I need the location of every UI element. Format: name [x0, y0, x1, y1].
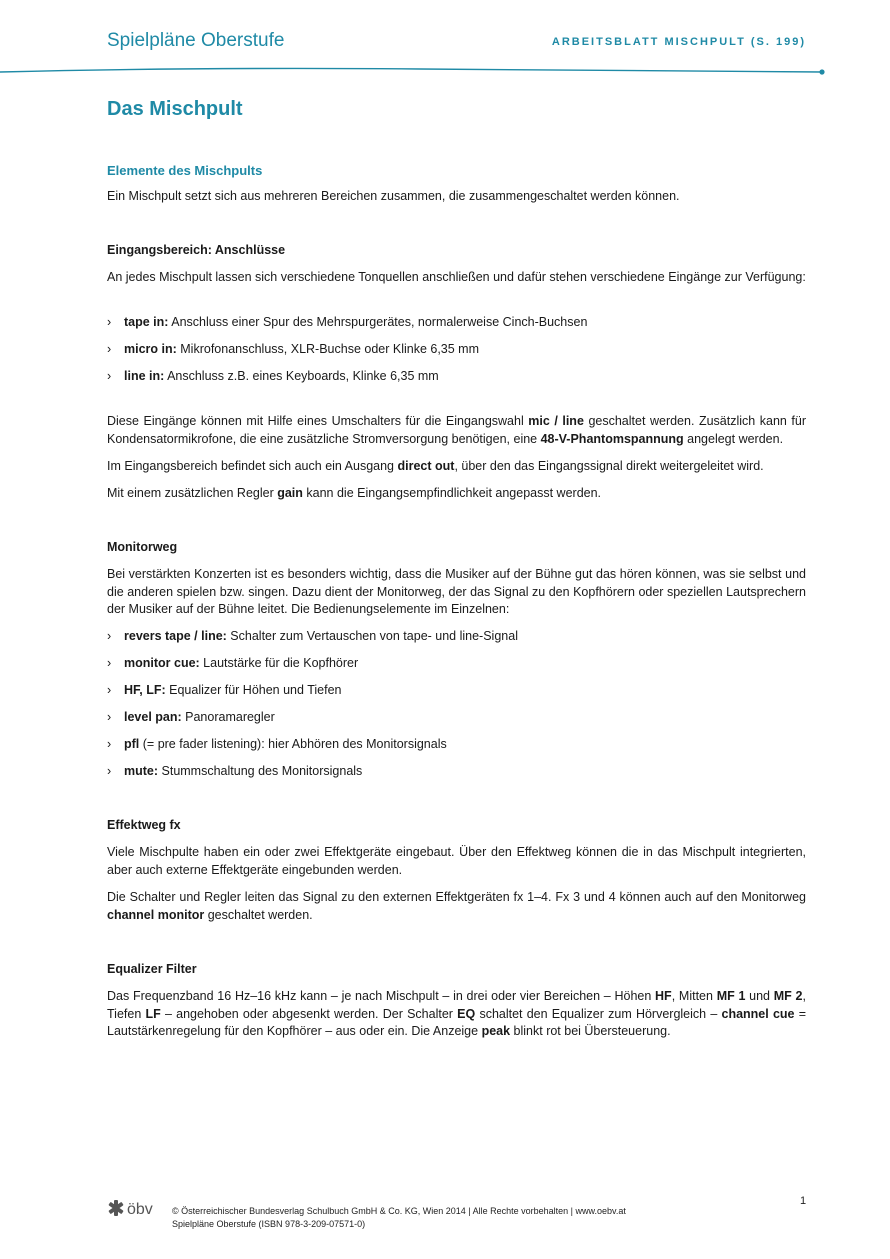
bullet-icon: ›: [107, 629, 112, 643]
item-text: Lautstärke für die Kopfhörer: [199, 656, 359, 670]
svg-text:öbv: öbv: [127, 1201, 153, 1218]
footer-line-2: Spielpläne Oberstufe (ISBN 978-3-209-07571-0): [172, 1219, 366, 1229]
page-title: Das Mischpult: [107, 98, 243, 120]
item-term: level pan:: [124, 710, 182, 724]
item-term: line in:: [124, 369, 165, 383]
subheading-effektweg: Effektweg fx: [107, 818, 181, 832]
equalizer-paragraph: Das Frequenzband 16 Hz–16 kHz kann – je nach Mischpult – in drei oder vier Bereichen – Höhen HF, Mitten MF 1 und MF 2, Tiefen LF – angehoben oder abgesenkt werden. Der Schalter EQ schaltet den Equalizer zum Hörvergleich – channel cue = Lautstärkenregelung für den Kopfhörer – aus oder ein. Die Anzeige peak blinkt rot bei Übersteuerung.: [107, 989, 807, 1038]
footer-copyright: [172, 1205, 626, 1231]
eingang-intro: An jedes Mischpult lassen sich verschiedene Tonquellen anschließen und dafür stehen verschiedene Eingänge zur Verfügung:: [107, 270, 806, 284]
bullet-icon: ›: [107, 683, 112, 697]
subheading-eingang: Eingangsbereich: Anschlüsse: [107, 243, 286, 257]
page-number: 1: [800, 1195, 807, 1207]
item-text: Equalizer für Höhen und Tiefen: [165, 683, 342, 697]
subheading-equalizer: Equalizer Filter: [107, 962, 197, 976]
monitor-intro: Bei verstärkten Konzerten ist es besonders wichtig, dass die Musiker auf der Bühne gut das hören können, was sie selbst und die anderen spielen bzw. singen. Dazu dient der Monitorweg, der das Signal zu den Kopfhörern oder speziellen Lautsprechern der Musiker auf der Bühne leitet. Die Bedienungselemente im Einzelnen:: [107, 567, 806, 616]
item-term: tape in:: [124, 315, 169, 329]
item-term: pfl: [124, 737, 140, 751]
section-title-elemente: Elemente des Mischpults: [107, 163, 263, 178]
header-title: Spielpläne Oberstufe: [107, 30, 285, 51]
item-text: Anschluss einer Spur des Mehrspurgerätes, normalerweise Cinch-Buchsen: [168, 315, 588, 329]
item-term: monitor cue:: [124, 656, 200, 670]
effekt-paragraph-1: Viele Mischpulte haben ein oder zwei Effektgeräte eingebaut. Über den Effektweg können die in das Mischpult integrierten, aber auch externe Effektgeräte eingebunden werden.: [107, 845, 806, 877]
item-text: Panoramaregler: [181, 710, 275, 724]
eingang-paragraph-gain: Mit einem zusätzlichen Regler gain kann die Eingangsempfindlichkeit angepasst werden.: [107, 486, 602, 500]
bullet-icon: ›: [107, 342, 112, 356]
item-text: Anschluss z.B. eines Keyboards, Klinke 6,35 mm: [164, 369, 439, 383]
item-text: (= pre fader listening): hier Abhören des Monitorsignals: [139, 737, 447, 751]
section-intro: Ein Mischpult setzt sich aus mehreren Bereichen zusammen, die zusammengeschaltet werden können.: [107, 189, 680, 203]
subheading-monitorweg: Monitorweg: [107, 540, 178, 554]
item-term: mute:: [124, 764, 159, 778]
item-text: Mikrofonanschluss, XLR-Buchse oder Klinke 6,35 mm: [176, 342, 480, 356]
eingang-paragraph-direct-out: Im Eingangsbereich befindet sich auch ein Ausgang direct out, über den das Eingangssignal direkt weitergeleitet wird.: [107, 459, 764, 473]
item-term: micro in:: [124, 342, 177, 356]
header-worksheet-tag: ARBEITSBLATT MISCHPULT (S. 199): [551, 36, 806, 48]
bullet-icon: ›: [107, 656, 112, 670]
eingang-paragraph-mic-line: Diese Eingänge können mit Hilfe eines Umschalters für die Eingangswahl mic / line geschaltet werden. Zusätzlich kann für Kondensatormikrofone, die eine zusätzliche Stromversorgung benötigen, eine 48-V-Phantomspannung angelegt werden.: [107, 414, 807, 446]
effekt-paragraph-2: Die Schalter und Regler leiten das Signal zu den externen Effektgeräten fx 1–4. Fx 3 und 4 können auch auf den Monitorweg channel monitor geschaltet werden.: [107, 890, 806, 922]
item-term: HF, LF:: [124, 683, 166, 697]
bullet-icon: ›: [107, 737, 112, 751]
bullet-icon: ›: [107, 369, 112, 383]
bullet-icon: ›: [107, 710, 112, 724]
footer-line-1: © Österreichischer Bundesverlag Schulbuch GmbH & Co. KG, Wien 2014 | Alle Rechte vorbehalten | www.oebv.at: [172, 1206, 626, 1216]
item-term: revers tape / line:: [124, 629, 227, 643]
publisher-logo-icon: [107, 1198, 163, 1218]
bullet-icon: ›: [107, 315, 112, 329]
header-wave-line: [0, 58, 890, 82]
item-text: Stummschaltung des Monitorsignals: [158, 764, 363, 778]
item-text: Schalter zum Vertauschen von tape- und line-Signal: [226, 629, 518, 643]
bullet-icon: ›: [107, 764, 112, 778]
